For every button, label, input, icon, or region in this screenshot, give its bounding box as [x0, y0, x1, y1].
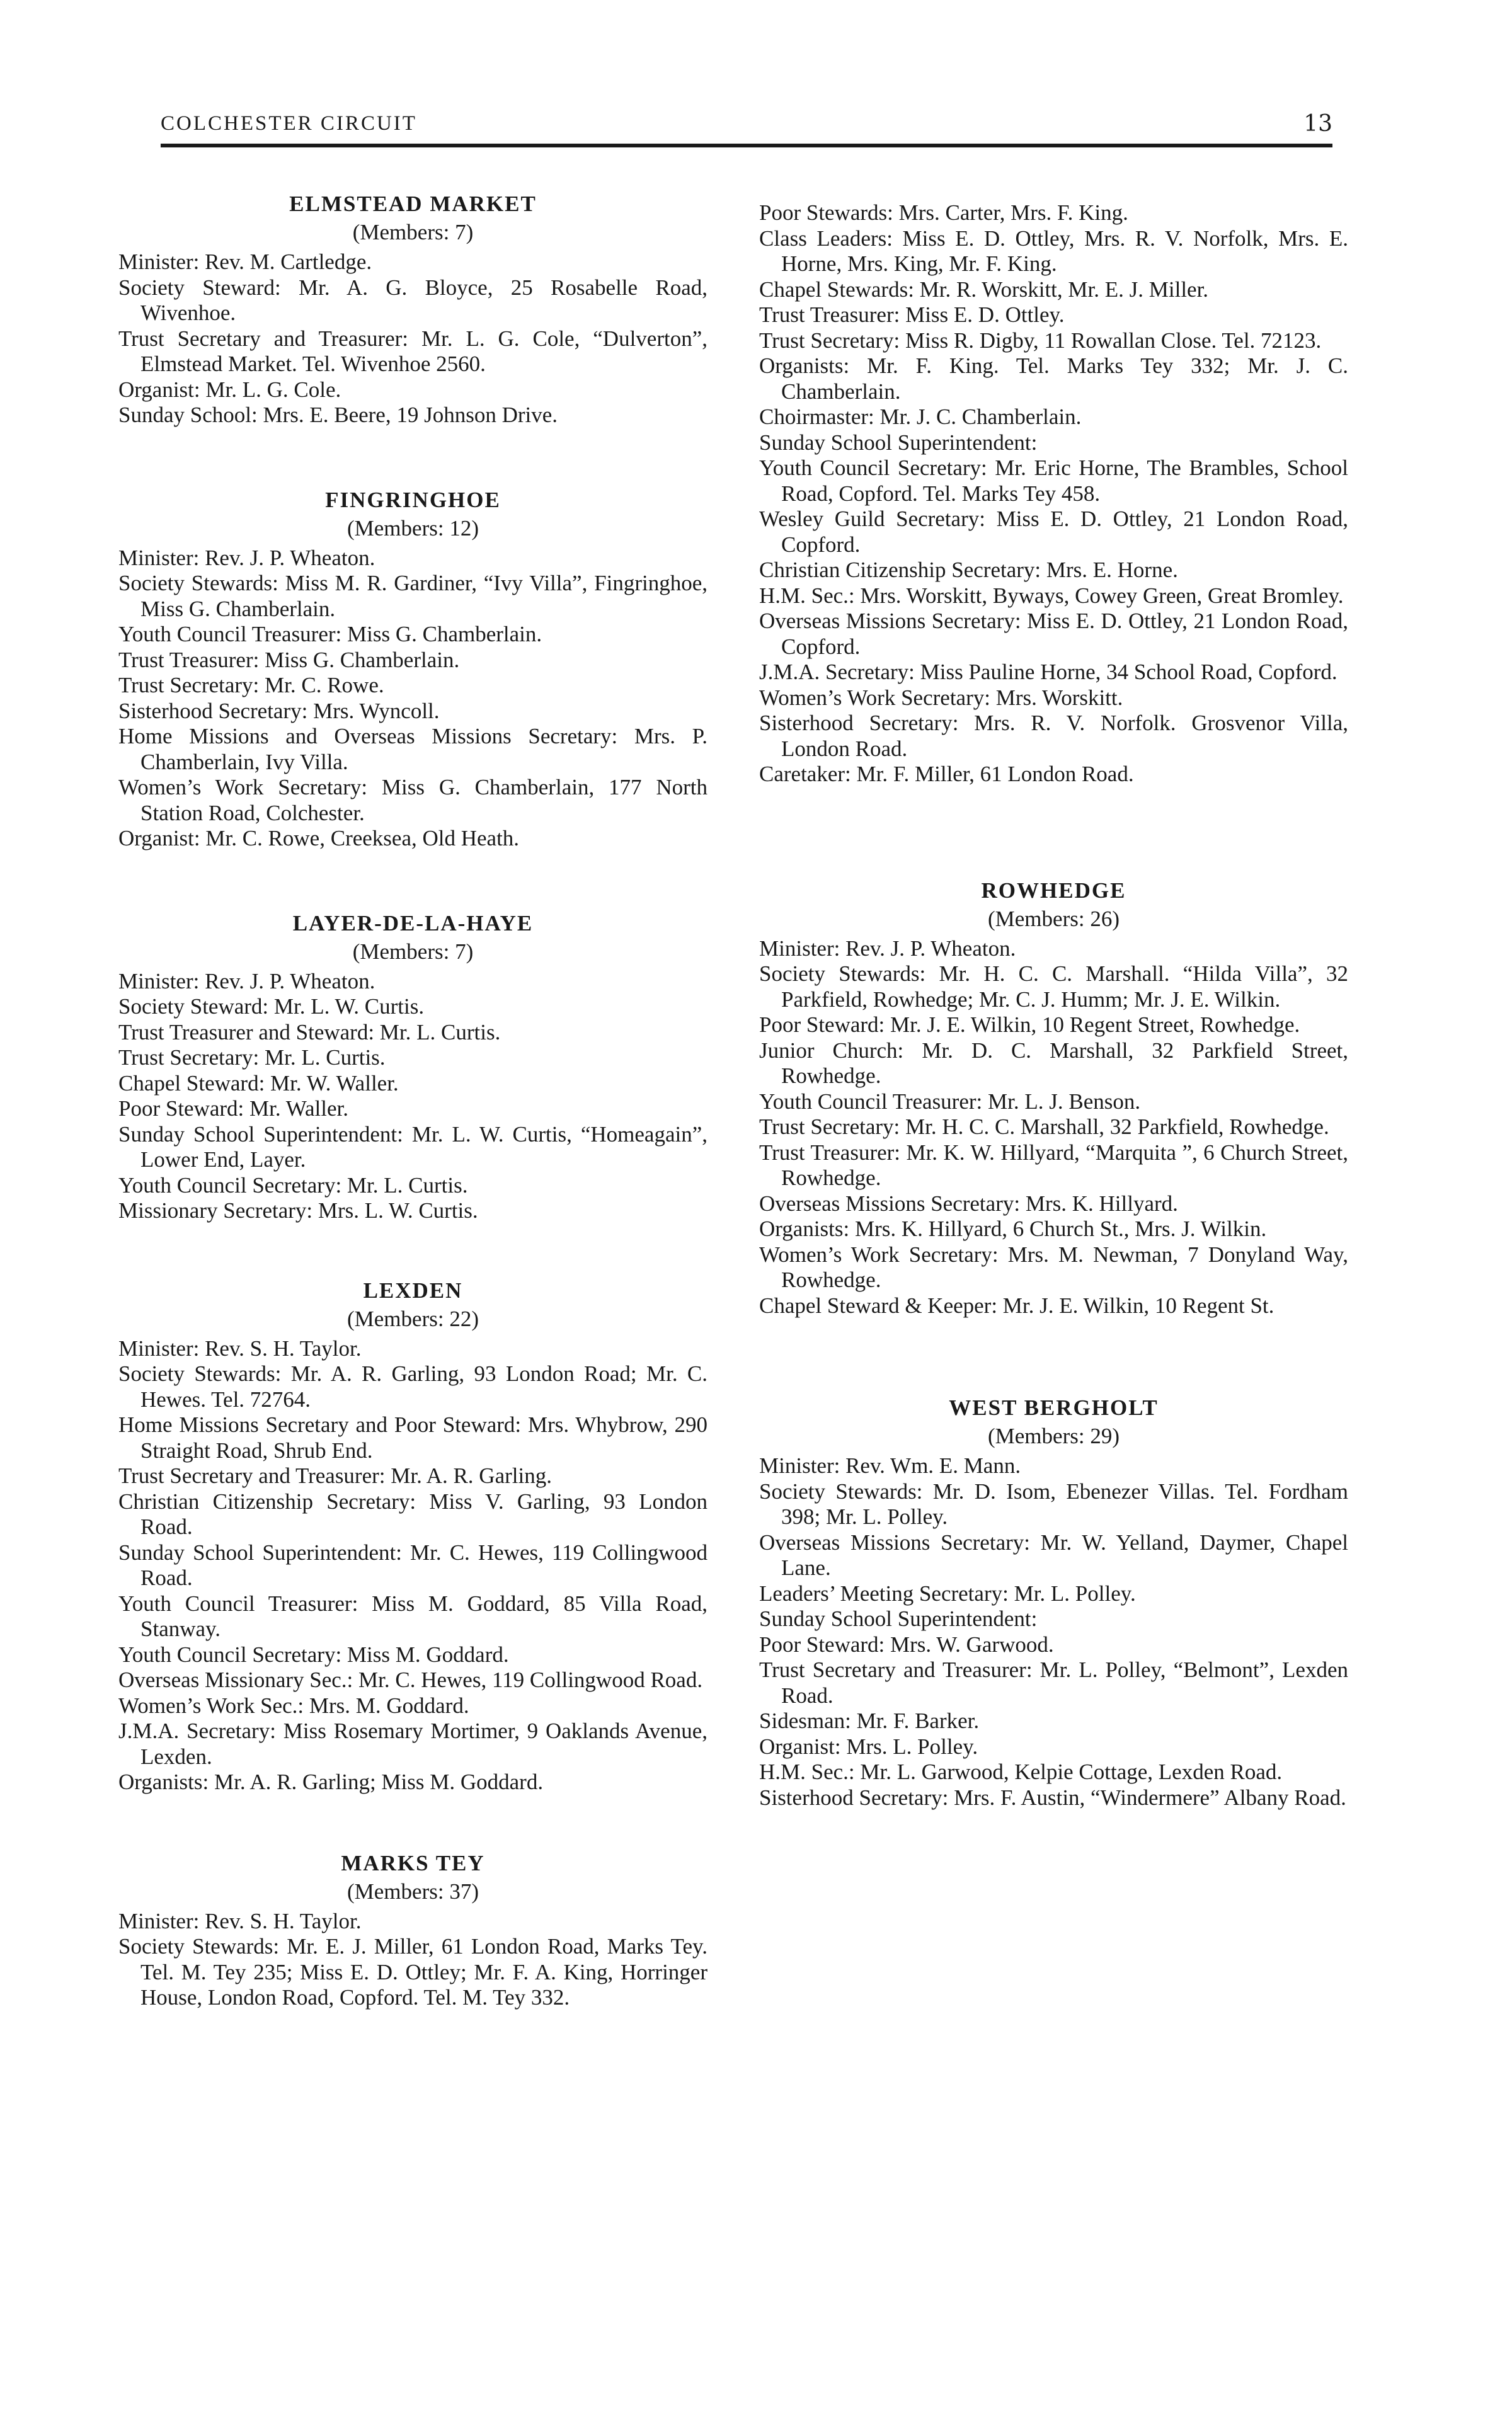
directory-entry: Trust Secretary: Mr. H. C. C. Marshall, 32 Parkfield, Rowhedge. [759, 1114, 1329, 1139]
directory-entry: Overseas Missions Secretary: Mrs. K. Hillyard. [759, 1191, 1178, 1216]
member-count: (Members: 37) [347, 1879, 479, 1904]
section-title: LAYER-DE-LA-HAYE [292, 910, 534, 936]
directory-entry: Sunday School Superintendent: [759, 1606, 1038, 1631]
directory-entry: Poor Steward: Mr. J. E. Wilkin, 10 Regent Street, Rowhedge. [759, 1012, 1300, 1037]
directory-entry: Society Stewards: Mr. H. C. C. Marshall. “Hilda Villa”, 32 Parkfield, Rowhedge; Mr. C. J. Humm; Mr. J. E. Wilkin. [759, 961, 1348, 1012]
section-marks-tey [118, 1848, 707, 2011]
directory-entry: Sisterhood Secretary: Mrs. R. V. Norfolk. Grosvenor Villa, London Road. [759, 711, 1348, 761]
directory-entry: Minister: Rev. Wm. E. Mann. [759, 1453, 1021, 1478]
directory-entry: Minister: Rev. J. P. Wheaton. [118, 545, 375, 570]
member-count: (Members: 7) [352, 220, 474, 244]
directory-entry: Society Stewards: Mr. D. Isom, Ebenezer Villas. Tel. Fordham 398; Mr. L. Polley. [759, 1479, 1348, 1529]
section-west-bergholt [759, 1393, 1348, 1811]
directory-entry: Society Stewards: Mr. E. J. Miller, 61 London Road, Marks Tey. Tel. M. Tey 235; Miss E. D. Ottley; Mr. F. A. King, Horringer House, London Road, Copford. Tel. M. Tey 332. [118, 1934, 707, 2010]
header-rule [161, 144, 1332, 147]
directory-entry: Sunday School: Mrs. E. Beere, 19 Johnson Drive. [118, 403, 558, 427]
directory-entry: Trust Secretary and Treasurer: Mr. A. R. Garling. [118, 1463, 552, 1488]
directory-entry: Trust Secretary: Miss R. Digby, 11 Rowallan Close. Tel. 72123. [759, 328, 1322, 353]
directory-entry: Youth Council Treasurer: Miss M. Goddard, 85 Villa Road, Stanway. [118, 1591, 707, 1641]
directory-entry: Women’s Work Secretary: Miss G. Chamberlain, 177 North Station Road, Colchester. [118, 775, 707, 825]
directory-entry: Trust Secretary and Treasurer: Mr. L. G. Cole, “Dulverton”, Elmstead Market. Tel. Wivenhoe 2560. [118, 326, 707, 376]
directory-entry: J.M.A. Secretary: Miss Rosemary Mortimer, 9 Oaklands Avenue, Lexden. [118, 1719, 707, 1769]
directory-entry: Overseas Missions Secretary: Miss E. D. Ottley, 21 London Road, Copford. [759, 609, 1348, 659]
directory-entry: Organist: Mrs. L. Polley. [759, 1734, 978, 1759]
directory-entry: Caretaker: Mr. F. Miller, 61 London Road. [759, 762, 1134, 786]
directory-entry: Society Stewards: Mr. A. R. Garling, 93 London Road; Mr. C. Hewes. Tel. 72764. [118, 1361, 707, 1412]
directory-entry: Trust Treasurer: Miss G. Chamberlain. [118, 647, 460, 672]
directory-entry: J.M.A. Secretary: Miss Pauline Horne, 34 School Road, Copford. [759, 660, 1337, 684]
section-title: WEST BERGHOLT [949, 1395, 1159, 1420]
directory-entry: Christian Citizenship Secretary: Miss V. Garling, 93 London Road. [118, 1489, 707, 1539]
directory-entry: Poor Steward: Mr. Waller. [118, 1096, 348, 1121]
section-lexden [118, 1276, 707, 1795]
directory-entry: Sisterhood Secretary: Mrs. Wyncoll. [118, 698, 440, 723]
member-count: (Members: 29) [988, 1424, 1120, 1448]
directory-entry: Society Steward: Mr. A. G. Bloyce, 25 Rosabelle Road, Wivenhoe. [118, 275, 707, 325]
right-column [759, 200, 1348, 1811]
directory-entry: H.M. Sec.: Mr. L. Garwood, Kelpie Cottage, Lexden Road. [759, 1760, 1283, 1784]
directory-entry: Minister: Rev. M. Cartledge. [118, 249, 372, 274]
directory-entry: Sunday School Superintendent: Mr. C. Hewes, 119 Collingwood Road. [118, 1540, 707, 1590]
directory-entry: Trust Secretary and Treasurer: Mr. L. Polley, “Belmont”, Lexden Road. [759, 1657, 1348, 1708]
section-rowhedge [759, 876, 1348, 1319]
directory-entry: Trust Secretary: Mr. C. Rowe. [118, 673, 384, 697]
directory-entry: Home Missions Secretary and Poor Steward: Mrs. Whybrow, 290 Straight Road, Shrub End. [118, 1412, 707, 1463]
directory-entry: Overseas Missions Secretary: Mr. W. Yelland, Daymer, Chapel Lane. [759, 1530, 1348, 1580]
running-title: COLCHESTER CIRCUIT [161, 112, 417, 135]
directory-entry: Chapel Steward & Keeper: Mr. J. E. Wilkin, 10 Regent St. [759, 1293, 1274, 1318]
section-title: ELMSTEAD MARKET [289, 192, 537, 216]
directory-entry: Home Missions and Overseas Missions Secretary: Mrs. P. Chamberlain, Ivy Villa. [118, 724, 707, 774]
directory-entry: Sunday School Superintendent: Mr. L. W. Curtis, “Homeagain”, Lower End, Layer. [118, 1121, 707, 1172]
section-layer-de-la-haye [118, 908, 707, 1224]
directory-entry: Trust Treasurer: Mr. K. W. Hillyard, “Marquita ”, 6 Church Street, Rowhedge. [759, 1140, 1348, 1190]
directory-entry: H.M. Sec.: Mrs. Worskitt, Byways, Cowey Green, Great Bromley. [759, 583, 1344, 608]
section-title: LEXDEN [363, 1278, 463, 1303]
directory-entry: Leaders’ Meeting Secretary: Mr. L. Polley. [759, 1581, 1136, 1606]
directory-entry: Organist: Mr. L. G. Cole. [118, 377, 341, 402]
directory-entry: Youth Council Secretary: Mr. L. Curtis. [118, 1172, 468, 1198]
directory-entry: Sisterhood Secretary: Mrs. F. Austin, “Windermere” Albany Road. [759, 1785, 1346, 1810]
directory-entry: Society Steward: Mr. L. W. Curtis. [118, 994, 425, 1019]
directory-entry: Youth Council Treasurer: Mr. L. J. Benson. [759, 1089, 1141, 1114]
directory-entry: Chapel Steward: Mr. W. Waller. [118, 1070, 399, 1096]
directory-entry: Women’s Work Secretary: Mrs. M. Newman, 7 Donyland Way, Rowhedge. [759, 1242, 1348, 1292]
section-title: MARKS TEY [341, 1850, 485, 1875]
directory-entry: Minister: Rev. J. P. Wheaton. [759, 936, 1016, 961]
directory-entry: Class Leaders: Miss E. D. Ottley, Mrs. R. V. Norfolk, Mrs. E. Horne, Mrs. King, Mr. F. King. [759, 226, 1348, 276]
directory-entry: Organists: Mr. F. King. Tel. Marks Tey 332; Mr. J. C. Chamberlain. [759, 353, 1348, 404]
directory-entry: Overseas Missionary Sec.: Mr. C. Hewes, 119 Collingwood Road. [118, 1668, 703, 1692]
directory-entry: Women’s Work Secretary: Mrs. Worskitt. [759, 685, 1123, 710]
page-number: 13 [1303, 111, 1332, 137]
directory-entry: Trust Secretary: Mr. L. Curtis. [118, 1045, 386, 1070]
directory-entry: Christian Citizenship Secretary: Mrs. E. Horne. [759, 558, 1178, 582]
left-column [118, 189, 707, 2011]
directory-entry: Missionary Secretary: Mrs. L. W. Curtis. [118, 1198, 478, 1223]
directory-entry: Organists: Mrs. K. Hillyard, 6 Church St., Mrs. J. Wilkin. [759, 1216, 1267, 1241]
directory-entry: Junior Church: Mr. D. C. Marshall, 32 Parkfield Street, Rowhedge. [759, 1038, 1348, 1088]
directory-entry: Youth Council Secretary: Miss M. Goddard. [118, 1642, 509, 1667]
directory-entry: Minister: Rev. S. H. Taylor. [118, 1908, 362, 1933]
directory-entry: Youth Council Secretary: Mr. Eric Horne, The Brambles, School Road, Copford. Tel. Marks Tey 458. [759, 455, 1348, 506]
section-title: ROWHEDGE [981, 878, 1126, 903]
directory-entry: Poor Stewards: Mrs. Carter, Mrs. F. King. [759, 200, 1128, 225]
directory-entry: Poor Steward: Mrs. W. Garwood. [759, 1632, 1054, 1657]
member-count: (Members: 26) [988, 906, 1120, 931]
member-count: (Members: 22) [347, 1306, 479, 1331]
section-continued [759, 200, 1348, 787]
section-title: FINGRINGHOE [325, 487, 501, 512]
directory-entry: Minister: Rev. J. P. Wheaton. [118, 968, 375, 993]
directory-entry: Youth Council Treasurer: Miss G. Chamberlain. [118, 622, 542, 646]
directory-entry: Trust Treasurer: Miss E. D. Ottley. [759, 302, 1065, 327]
directory-entry: Organists: Mr. A. R. Garling; Miss M. Goddard. [118, 1770, 544, 1794]
directory-entry: Women’s Work Sec.: Mrs. M. Goddard. [118, 1693, 469, 1718]
directory-entry: Wesley Guild Secretary: Miss E. D. Ottley, 21 London Road, Copford. [759, 507, 1348, 557]
directory-entry: Society Stewards: Miss M. R. Gardiner, “Ivy Villa”, Fingringhoe, Miss G. Chamberlain. [118, 571, 707, 621]
directory-entry: Organist: Mr. C. Rowe, Creeksea, Old Heath. [118, 826, 520, 850]
directory-entry: Chapel Stewards: Mr. R. Worskitt, Mr. E. J. Miller. [759, 277, 1209, 302]
directory-entry: Trust Treasurer and Steward: Mr. L. Curtis. [118, 1019, 501, 1045]
section-fingringhoe [118, 485, 707, 852]
page-header [161, 106, 1332, 144]
directory-entry: Choirmaster: Mr. J. C. Chamberlain. [759, 404, 1082, 429]
member-count: (Members: 7) [352, 939, 474, 964]
directory-entry: Sunday School Superintendent: [759, 430, 1038, 455]
section-elmstead-market [118, 189, 707, 428]
directory-entry: Minister: Rev. S. H. Taylor. [118, 1336, 362, 1361]
directory-entry: Sidesman: Mr. F. Barker. [759, 1708, 980, 1733]
member-count: (Members: 12) [347, 515, 479, 541]
